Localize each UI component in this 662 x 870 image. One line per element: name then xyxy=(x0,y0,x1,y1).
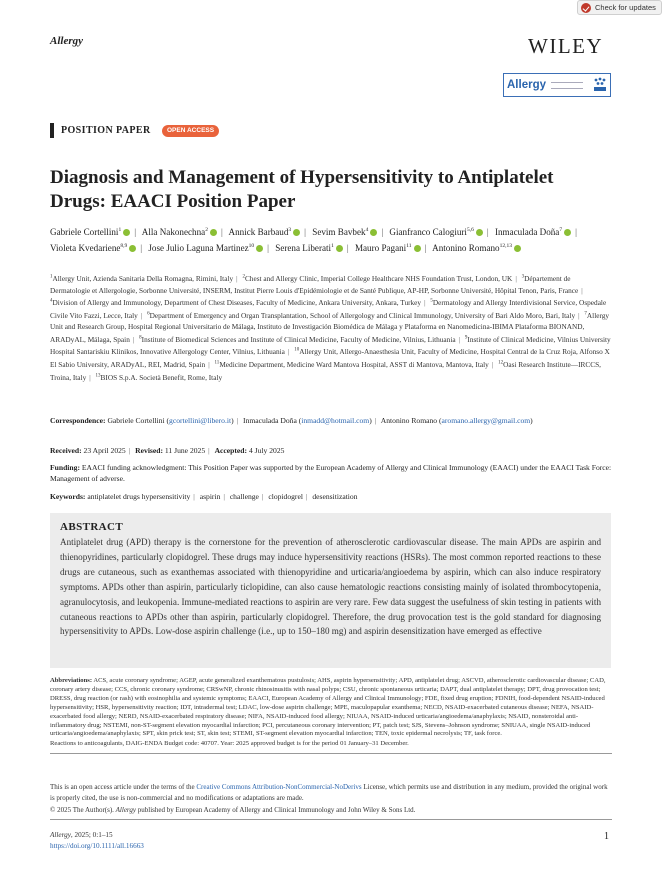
affiliations: $^1$Allergy Unit, Azienda Sanitaria Della Romagna, Rimini, Italy | $^2$Chest and Allergy Clinic, Imperial College Healthcare NHS Foundation Trust, London, UK | $^3$Département de Dermatologie et Allergologie, Sorbonne Université, INSERM, Institut Pierre Louis d'Epidémiologie et de Santé Publique, AP-HP, Sorbonne Université, Hôpital Tenon, Paris, France | $^4$Division of Allergy and Immunology, Department of Chest Diseases, Faculty of Medicine, Ankara University, Ankara, Turkey | $^5$Dermatology and Allergy Interdivisional Service, Ospedale Civile Vito Fazzi, Lecce, Italy | $^6$Department of Emergency and Organ Transplantation, School of Allergology and Clinical Immunology, University of Bari Aldo Moro, Bari, Italy | $^7$Allergy Unit and Research Group, Hospital Regional Universitario de Málaga, Instituto de Investigación Biomédica de Málaga y Plataforma en Nanomedicina-IBIMA Plataforma BIONAND, ARADyAL, Málaga, Spain | $^8$Institute of Biomedical Sciences and Institute of Clinical Medicine, Faculty of Medicine, Vilnius, Lithuania | $^9$Institute of Clinical Medicine, Vilnius University Hospital Santariskiu Klinikos, Innovative Allergology Center, Vilnius, Lithuania | $^{10}$Allergy Unit, Allergo-Anaesthesia Unit, Faculty of Medicine, Hospital Central de la Cruz Roja, Alfonso X El Sabio University, ARADyAL, REI, Madrid, Spain | $^{11}$Medicine Department, Medicine Ward Mantova Hospital, ASST di Mantova, Mantova, Italy | $^{12}$Oasi Research Institute—IRCCS, Troina, Italy | $^{13}$BIOS S.p.A. Società Benefit, Rome, Italy xyxy=(50,274,611,382)
page-number: 1 xyxy=(604,831,609,842)
email-link[interactable]: inmadd@hotmail.com xyxy=(301,416,370,425)
license-link[interactable]: Creative Commons Attribution-NonCommercial-NoDerivs xyxy=(196,783,362,791)
license-notice: This is an open access article under the terms of the Creative Commons Attribution-NonCommercial-NoDerivs License, which permits use and distribution in any medium, provided the original work is properly cited, the use is non-commercial and no modifications or adaptations are made. © 2025 The Author(s). Allergy published by European Academy of Allergy and Clinical Immunology and John Wiley & Sons Ltd. xyxy=(50,782,612,820)
budget-note: Reactions to anticoagulants, DAIG-ENDA Budget code: 40707. Year: 2025 approved budget is for the period 01 January–31 December. xyxy=(50,740,409,748)
author-name[interactable]: Gianfranco Calogiuri$^{5,6}$ xyxy=(389,227,482,237)
orcid-icon[interactable] xyxy=(336,245,343,252)
keyword[interactable]: aspirin xyxy=(199,492,221,501)
keyword[interactable]: clopidogrel xyxy=(268,492,303,501)
email-link[interactable]: aromano.allergy@gmail.com xyxy=(441,416,531,425)
article-dates: Received: 23 April 2025 | Revised: 11 June 2025 | Accepted: 4 July 2025 xyxy=(50,446,285,455)
received-date: 23 April 2025 xyxy=(83,446,126,455)
orcid-icon[interactable] xyxy=(370,229,377,236)
affiliation-item: $^3$Département de Dermatologie et Allergologie, Sorbonne Université, INSERM, Institut Pierre Louis d'Epidémiologie et de Santé Publique, AP-HP, Sorbonne Université, Hôpital Tenon, Paris, France xyxy=(50,274,579,295)
abbreviations-label: Abbreviations: xyxy=(50,677,93,684)
journal-logo-tagline xyxy=(551,82,583,89)
footer-journal: Allergy xyxy=(50,831,71,839)
funding-label: Funding: xyxy=(50,463,80,472)
orcid-icon[interactable] xyxy=(123,229,130,236)
affiliation-item: $^{11}$Medicine Department, Medicine Ward Mantova Hospital, ASST di Mantova, Mantova, Italy xyxy=(214,359,489,369)
author-name[interactable]: Violeta Kvedariene$^{8,9}$ xyxy=(50,243,136,253)
author-name[interactable]: Mauro Pagani$^{11}$ xyxy=(355,243,421,253)
orcid-icon[interactable] xyxy=(210,229,217,236)
orcid-icon[interactable] xyxy=(414,245,421,252)
abbreviations xyxy=(50,677,612,754)
affiliation-item: $^{12}$Oasi Research Institute—IRCCS, Troina, Italy xyxy=(50,359,601,382)
eaaci-logo-icon xyxy=(593,77,607,93)
funding-text: EAACI funding acknowledgment: This Position Paper was supported by the European Academy of Allergy and Clinical Immunology (EAACI) under the EAACI Task Force: Management of adverse. xyxy=(50,463,612,483)
footer-citation: Allergy, 2025; 0:1–15 https://doi.org/10.1111/all.16663 xyxy=(50,831,144,850)
orcid-icon[interactable] xyxy=(293,229,300,236)
author-name[interactable]: Jose Julio Laguna Martinez$^{10}$ xyxy=(148,243,263,253)
author-name[interactable]: Sevim Bavbek$^4$ xyxy=(312,227,377,237)
orcid-icon[interactable] xyxy=(256,245,263,252)
orcid-icon[interactable] xyxy=(564,229,571,236)
author-list: Gabriele Cortellini$^1$ | Alla Nakonechna$^2$ | Annick Barbaud$^3$ | Sevim Bavbek$^4$ | Gianfranco Calogiuri$^{5,6}$ | Inmaculada Doña$^7$ | Violeta Kvedariene$^{8,9}$ | Jose Julio Laguna Martinez$^{10}$ | Serena Liberati$^1$ | Mauro Pagani$^{11}$ | Antonino Romano$^{12,13}$ xyxy=(50,227,577,254)
article-type-bar xyxy=(50,123,54,138)
author-name[interactable]: Annick Barbaud$^3$ xyxy=(229,227,301,237)
journal-logo-text: Allergy xyxy=(507,79,546,91)
affiliation-item: $^1$Allergy Unit, Azienda Sanitaria Della Romagna, Rimini, Italy xyxy=(50,274,234,284)
author-name[interactable]: Alla Nakonechna$^2$ xyxy=(142,227,217,237)
check-for-updates-button[interactable] xyxy=(577,0,662,15)
revised-date: 11 June 2025 xyxy=(164,446,206,455)
affiliation-item: $^{10}$Allergy Unit, Allergo-Anaesthesia Unit, Faculty of Medicine, Hospital Central de la Cruz Roja, Alfonso X El Sabio University, ARADyAL, REI, Madrid, Spain xyxy=(50,347,610,369)
author-name[interactable]: Antonino Romano$^{12,13}$ xyxy=(432,243,521,253)
doi-link[interactable]: https://doi.org/10.1111/all.16663 xyxy=(50,842,144,850)
correspondence-label: Correspondence: xyxy=(50,416,106,425)
affiliation-item: $^7$Allergy Unit and Research Group, Hospital Regional Universitario de Málaga, Instituto de Investigación Biomédica de Málaga y Plataforma en Nanomedicina-IBIMA Plataforma BIONAND, ARADyAL, Málaga, Spain xyxy=(50,310,610,344)
article-title: Diagnosis and Management of Hypersensitivity to Antiplatelet Drugs: EAACI Position Paper xyxy=(50,167,554,212)
check-updates-label: Check for updates xyxy=(595,3,656,12)
affiliation-item: $^8$Institute of Biomedical Sciences and Institute of Clinical Medicine, Faculty of Medicine, Vilnius, Lithuania xyxy=(139,334,456,344)
abstract-heading: ABSTRACT xyxy=(60,521,124,533)
correspondence: Correspondence: Gabriele Cortellini (gcortellini@libero.it) | Inmaculada Doña (inmadd@hotmail.com) | Antonino Romano (aromano.allergy@gmail.com) xyxy=(50,416,533,425)
article-type: POSITION PAPER xyxy=(61,125,151,136)
affiliation-item: $^{13}$BIOS S.p.A. Società Benefit, Rome, Italy xyxy=(95,372,223,382)
open-access-badge: OPEN ACCESS xyxy=(162,125,219,137)
email-link[interactable]: gcortellini@libero.it xyxy=(169,416,232,425)
journal-name: Allergy xyxy=(50,35,83,47)
affiliation-item: $^6$Department of Emergency and Organ Transplantation, School of Allergology and Clinical Immunology, University of Bari Aldo Moro, Bari, Italy xyxy=(147,310,576,320)
author-name[interactable]: Inmaculada Doña$^7$ xyxy=(495,227,571,237)
abstract-text: Antiplatelet drug (APD) therapy is the cornerstone for the prevention of atherosclerotic cardiovascular disease. The main APDs are aspirin and thienopyridines, particularly clopidogrel. These drugs may induce hypersensitivity reactions (HSRs). The most common reported reactions to these drugs are cutaneous, such as exanthemas associated with thienopyridine and urticaria/angioedema by aspirin, which can also induce respiratory symptoms. APDs other than aspirin, particularly ticlopidine, can also cause hematologic reactions consisting mainly of isolated thrombocytopenia, agranulocytosis, and leukopenia. Immune-mediated reactions to aspirin are very rare. Few data suggest the usefulness of skin testing in patients with cutaneous reactions to APDs other than aspirin, particularly clopidogrel. Therefore, the drug provocation test is the gold standard for diagnosing hypersensitivity to APDs. Low-dose aspirin challenge (i.e., up to 150–180 mg) and aspirin desensitization have emerged as effective xyxy=(60,537,601,637)
keyword[interactable]: antiplatelet drugs hypersensitivity xyxy=(87,492,191,501)
check-updates-icon xyxy=(581,3,591,13)
funding xyxy=(50,462,612,484)
keyword[interactable]: challenge xyxy=(229,492,259,501)
keywords: Keywords: antiplatelet drugs hypersensitivity | aspirin | challenge | clopidogrel | desensitization xyxy=(50,492,358,501)
affiliation-item: $^2$Chest and Allergy Clinic, Imperial College Healthcare NHS Foundation Trust, London, UK xyxy=(242,274,513,284)
keyword[interactable]: desensitization xyxy=(312,492,358,501)
accepted-date: 4 July 2025 xyxy=(248,446,285,455)
affiliation-item: $^9$Institute of Clinical Medicine, Vilnius University Hospital Santariskiu Klinikos, Innovative Allergology Center, Vilnius, Lithuania xyxy=(50,334,611,357)
orcid-icon[interactable] xyxy=(514,245,521,252)
author-name[interactable]: Gabriele Cortellini$^1$ xyxy=(50,227,130,237)
orcid-icon[interactable] xyxy=(476,229,483,236)
affiliation-item: $^5$Dermatology and Allergy Interdivisional Service, Ospedale Civile Vito Fazzi, Lecce, Italy xyxy=(50,298,607,320)
author-name[interactable]: Serena Liberati$^1$ xyxy=(275,243,343,253)
orcid-icon[interactable] xyxy=(129,245,136,252)
journal-logo xyxy=(503,73,611,97)
abstract xyxy=(50,513,611,668)
affiliation-item: $^4$Division of Allergy and Immunology, Department of Chest Diseases, Faculty of Medicine, Ankara University, Ankara, Turkey xyxy=(50,298,422,308)
keywords-label: Keywords: xyxy=(50,492,86,501)
abbreviations-text: ACS, acute coronary syndrome; AGEP, acute generalized exanthematous pustulosis; AHS, aspirin hypersensitivity; APD, antiplatelet drug; ASCVD, atherosclerotic cardiovascular disease; CAD, coronary artery disease; CCS, chronic coronary syndrome; CRSwNP, chronic rhinosinusitis with nasal polyps; CSU, chronic spontaneous urticaria; DAPT, dual antiplatelet therapy; DPT, drug provocation test; DRESS, drug reaction (or rash) with eosinophilia and systemic symptoms; EAACI, European Academy of Allergy and Clinical Immunology; FDE, fixed drug eruption; FDNIH, food-dependent NSAID-induced hypersensitivity; HSR, hypersensitivity reaction; IDT, intradermal test; LDAC, low-dose aspirin challenge; MPE, maculopapular exanthema; NECD, NSAID-exacerbated cutaneous disease; NEFA, NSAID-exacerbated food allergy; NERD, NSAID-exacerbated respiratory disease; NIFA, NSAID-induced food allergy; NIUAA, NSAID-induced urticaria/angioedema/anaphylaxis; NSAID, nonsteroidal anti-inflammatory drug; NSTEMI, non-ST-segment elevation myocardial infarction; PCI, percutaneous coronary intervention; PT, patch test; SJS, Stevens–Johnson syndrome; SNIUAA, single NSAID-induced urticaria/angioedema/anaphylaxis; SPT, skin prick test; ST, skin test; STEMI, ST-segment elevation myocardial infarction; TEN, toxic epidermal necrolysis; TF, task force. xyxy=(50,677,606,738)
copyright: © 2025 The Author(s). Allergy published by European Academy of Allergy and Clinical Immunology and John Wiley & Sons Ltd. xyxy=(50,805,416,814)
publisher-logo: WILEY xyxy=(528,34,604,58)
